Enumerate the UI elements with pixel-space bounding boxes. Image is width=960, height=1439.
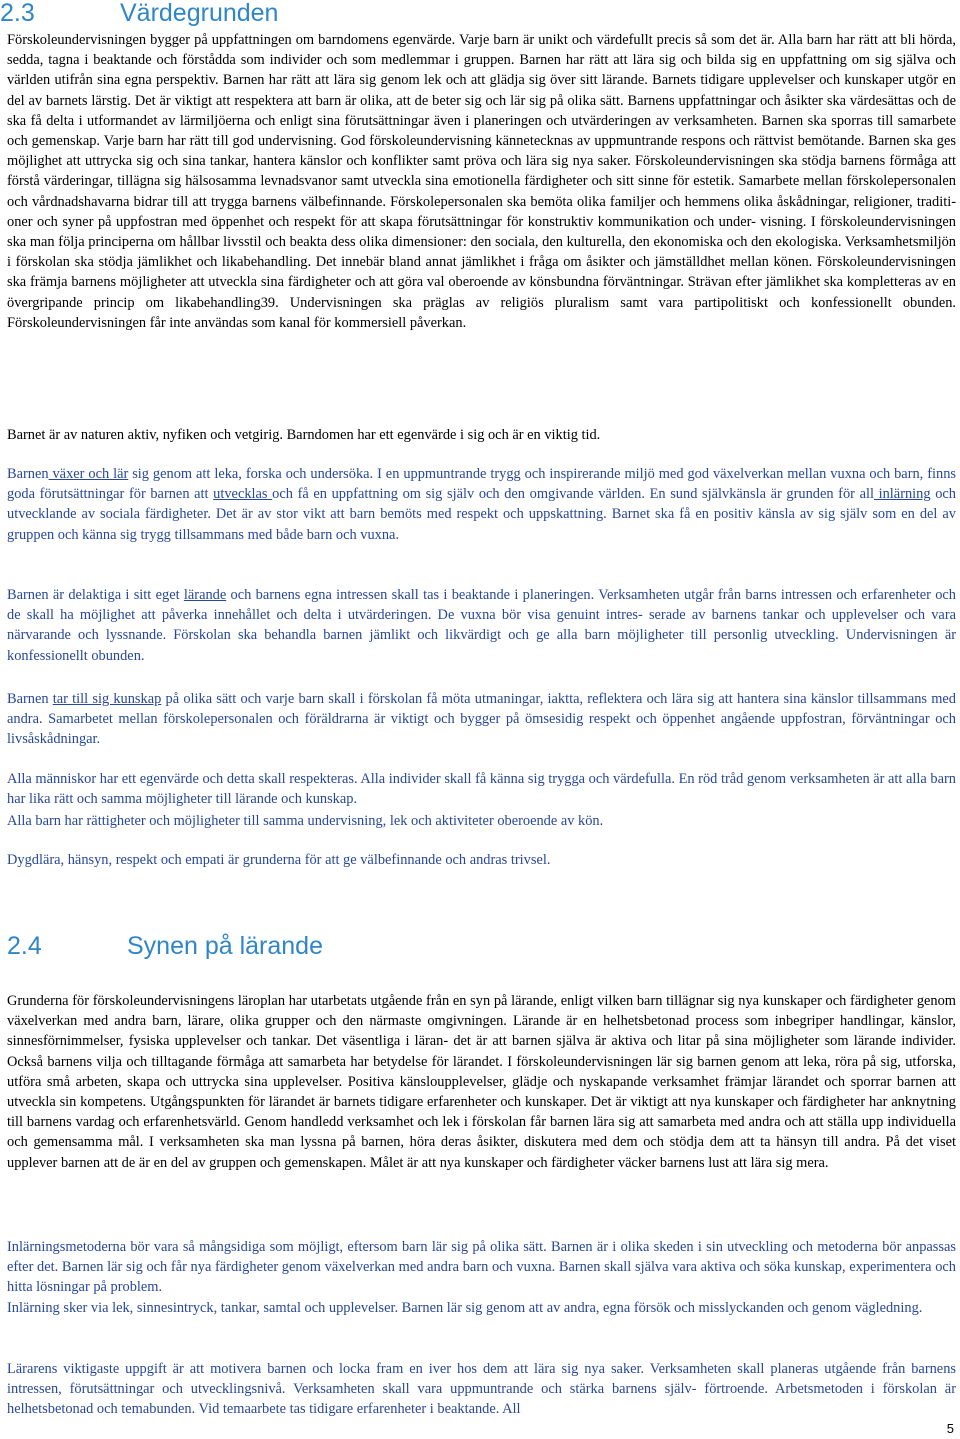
paragraph	[7, 1298, 956, 1318]
text-run: Barnen är delaktiga i sitt eget	[7, 587, 184, 603]
underlined-text-run: tar till sig kunskap	[52, 691, 162, 707]
section-number: 2.4	[7, 932, 42, 960]
paragraph	[7, 1359, 956, 1420]
text-run: Barnet är av naturen aktiv, nyfiken och vetgirig. Barndomen har ett egenvärde i sig och är en viktig tid.	[7, 427, 601, 443]
text-run: och barnens egna intressen skall tas i beaktande i planeringen. Verksamheten utgår från barns intressen och erfarenheter och de skall ha möjlighet att påverka innehållet och delta i utvärderingen. De vuxna bör visa genuint intres- serade av barnens tankar och upplevelser och vara närvarande och lyssnande. Förskolan ska behandla barnen jämlikt och likvärdigt och ge alla barn möjligheter till personlig utveckling. Undervisningen är konfessionellt obunden.	[7, 587, 956, 664]
text-run: sig genom att leka, forska och undersöka. I en uppmuntrande trygg och inspirerande miljö med god växelverkan mellan vuxna och barn, finns goda förutsättningar för barnen att	[7, 466, 956, 503]
paragraph	[7, 991, 956, 1173]
section-title: Värdegrunden	[120, 0, 279, 27]
text-run: på olika sätt och varje barn skall i förskolan få möta utmaningar, iaktta, reflektera och lära sig att hantera sina känslor tillsammans med andra. Samarbetet mellan förskolepersonalen och föräldrarna är viktigt och bygger på ömsesidig respekt och öppenhet angående uppfostran, förväntningar och livsåskådningar.	[7, 691, 956, 748]
text-run: . Undervisningen ska präglas av religiös pluralism samt vara partipolitiskt och konfessionellt obunden. Förskoleundervisningen får inte användas som kanal för kommersiell påverkan.	[7, 294, 957, 331]
text-run: Lärarens viktigaste uppgift är att motivera barnen och locka fram en iver hos dem att lära sig nya saker. Verksamheten skall planeras utgående från barnens intressen, förutsättningar och utvecklingsnivå. Verksamheten skall vara uppmuntrande och stärka barnens själv- förtroende. Arbetsmetoden i förskolan är helhetsbetonad och temabunden. Vid temaarbete tas tidigare erfarenheter i beaktande. All	[7, 1361, 956, 1418]
text-run: Alla människor har ett egenvärde och detta skall respekteras. Alla individer skall få känna sig trygga och värdefulla. En röd tråd genom verksamheten är att alla barn har lika rätt och samma möjligheter till lärande och kunskap.	[7, 771, 956, 808]
paragraph	[7, 585, 956, 666]
section-number: 2.3	[0, 0, 35, 27]
paragraph	[7, 30, 956, 333]
text-run: och utvecklande av sociala färdigheter. Det är av stor vikt att barn bemöts med respekt och uppskattning. Barnet ska få en positiv känsla av sig själv som en del av gruppen och känna sig trygg tillsammans med både barn och vuxna.	[7, 486, 956, 543]
text-run: 39	[260, 294, 276, 311]
underlined-text-run: utvecklas	[213, 486, 273, 503]
paragraph	[7, 425, 956, 445]
section-heading-2-3	[0, 1, 278, 26]
paragraph	[7, 769, 956, 809]
text-run: Dygdlära, hänsyn, respekt och empati är grunderna för att ge välbefinnande och andras trivsel.	[7, 852, 551, 868]
paragraph	[7, 689, 956, 750]
text-run: Inlärning sker via lek, sinnesintryck, tankar, samtal och upplevelser. Barnen lär sig genom att av andra, egna försök och misslyckanden och genom vägledning.	[7, 1300, 923, 1316]
paragraph	[7, 464, 956, 545]
paragraph	[7, 850, 956, 870]
text-run: Förskoleundervisningen bygger på uppfattningen om barndomens egenvärde. Varje barn är unikt och värdefullt precis så som det är. Alla barn har rätt att bli hörda, sedda, tagna i beaktande och förstådda som individer och som medlemmar i gruppen. Barnen har rätt att lära sig och bilda sig en uppfattning om sig själva och världen utifrån sina egna perspektiv. Barnen har rätt att lära sig genom lek och att glädja sig över sitt lärande. Barnets tidigare upplevelser och kunskaper utgör en del av barnets lärstig. Det är viktigt att respektera att barn är olika, att de beter sig och lär sig på olika sätt. Barnens uppfattningar och åsikter ska värdesättas och de ska få delta i utformandet av lärmiljöerna och enligt sina förutsättningar även i planeringen och utvärderingen av verksamheten. Barnen ska sporras till samarbete och gemenskap. Varje barn har rätt till god undervisning. God förskoleundervisning kännetecknas av uppmuntrande respons och rättvist bemötande. Barnen ska ges möjlighet att uttrycka sig och sina tankar, hantera känslor och konflikter samt pröva och lära sig nya saker. Förskoleundervisningen ska stödja barnens förmåga att förstå värderingar, tillägna sig hälsosamma levnadsvanor samt utveckla sina emotionella färdigheter och sitt sinne för estetik. Samarbete mellan förskolepersonalen och vårdnadshavarna bidrar till att trygga barnens välbefinnande. Förskolepersonalen ska bemöta olika familjer och hemmens olika åskådningar, religioner, traditi- oner och syner på uppfostran med öppenhet och respekt för att skapa förutsättningar för konstruktiv kommunikation och under- visning. I förskoleundervisningen ska man följa principerna om hållbar livsstil och beakta dess olika dimensioner: den sociala, den kulturella, den ekonomiska och den ekologiska. Verksamhetsmiljön i förskolan ska stödja jämlikhet och likabehandling. Det innebär bland annat jämlikhet i fråga om åsikter och jämställdhet mellan könen. Förskoleundervisningen ska främja barnens möjligheter att utveckla sina färdigheter och att göra val oberoende av könsbundna förväntningar. Strävan efter jämlikhet ska kompletteras av en övergripande princip om likabehandling	[7, 32, 956, 311]
text-run: Inlärningsmetoderna bör vara så mångsidiga som möjligt, eftersom barn lär sig på olika sätt. Barnen är i olika skeden i sin utveckling och metoderna bör anpassas efter det. Barnen lär sig och får nya färdigheter genom växelverkan med andra barn och vuxna. Barnen skall själva vara aktiva och söka kunskap, experimentera och hitta lösningar på problem.	[7, 1239, 956, 1296]
underlined-text-run: lärande	[183, 587, 227, 603]
text-run: Grunderna för förskoleundervisningens läroplan har utarbetats utgående från en syn på lärande, enligt vilken barn tillägnar sig nya kunskaper och färdigheter genom växelverkan med andra barn, lärare, olika grupper och den närmaste omgivningen. Lärande är en helhetsbetonad process som inbegriper handlingar, känslor, sinnesförnimmelser, fysiska upplevelser och tankar. Det väsentliga i läran- det är att barnen själva är aktiva och litar på sina möjligheter som lärande individer. Också barnens vilja och tilltagande förmåga att samarbeta har betydelse för lärandet. I förskoleundervisningen lär sig barnen genom att leka, röra på sig, utforska, utföra små arbeten, skapa och uttrycka sina upplevelser. Positiva känsloupplevelser, glädje och nyskapande verksamhet främjar lärandet och sporrar barnen att utveckla sin kompetens. Utgångspunkten för lärandet är barnets tidigare erfarenheter och kunskaper. Det är viktigt att nya kunskaper och färdigheter har anknytning till barnens vardag och erfarenhetsvärld. Genom handledd verksamhet och lek i förskolan får barnen lära sig att samarbeta med andra och att ställa upp individuella och gemensamma mål. I verksamheten ska man lyssna på barnen, höra deras åsikter, diskutera med dem och stödja dem att ta hänsyn till andra. På det viset upplever barnen att de är en del av gruppen och gemenskapen. Målet är att nya kunskaper och färdigheter väcker barnens lust att lära sig mera.	[7, 993, 956, 1171]
text-run: Barnen	[7, 466, 49, 482]
text-run: Alla barn har rättigheter och möjligheter till samma undervisning, lek och aktiviteter oberoende av kön.	[7, 813, 604, 829]
text-run: Barnen	[7, 691, 53, 707]
paragraph	[7, 1237, 956, 1298]
text-run: och få en uppfattning om sig själv och den omgivande världen. En sund självkänsla är grunden för all	[272, 486, 874, 503]
underlined-text-run: inlärning	[873, 486, 931, 503]
underlined-text-run: växer och lär	[48, 466, 129, 482]
section-heading-2-4	[7, 934, 323, 959]
section-title: Synen på lärande	[127, 932, 323, 960]
page-number: 5	[946, 1421, 954, 1436]
paragraph	[7, 811, 956, 831]
